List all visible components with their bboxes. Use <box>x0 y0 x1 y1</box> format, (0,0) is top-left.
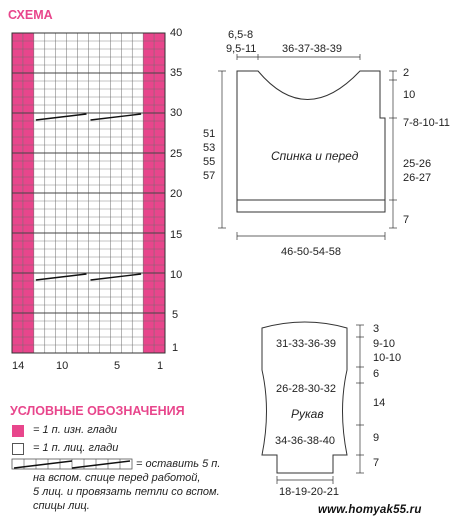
body-piece-title: Спинка и перед <box>271 149 359 163</box>
row-label-15: 15 <box>170 229 183 241</box>
body-left-1: 51 <box>203 128 216 140</box>
body-neck-width: 36-37-38-39 <box>282 43 342 55</box>
chart-heading: СХЕМА <box>8 8 53 22</box>
col-label-10: 10 <box>56 360 69 372</box>
row-label-20: 20 <box>170 188 183 200</box>
body-neck-depth: 6,5-8 <box>228 29 254 41</box>
row-label-35: 35 <box>170 67 183 79</box>
legend-cable-line3: 5 лиц. и провязать петли со вспом. <box>33 486 220 498</box>
sleeve-right-14: 14 <box>373 397 386 409</box>
sleeve-cuff-width: 18-19-20-21 <box>279 486 339 498</box>
sleeve-mid-width: 26-28-30-32 <box>276 383 336 395</box>
legend-knit-text: = 1 п. лиц. глади <box>33 442 119 454</box>
legend-cable-line1: = оставить 5 п. <box>136 458 221 470</box>
sleeve-right-6: 6 <box>373 368 380 380</box>
sleeve-right-9-10: 9-10 <box>373 338 396 350</box>
sleeve-lower-width: 34-36-38-40 <box>275 435 335 447</box>
sleeve-right-9: 9 <box>373 432 380 444</box>
legend-cable-line4: спицы лиц. <box>33 500 90 512</box>
legend-heading: УСЛОВНЫЕ ОБОЗНАЧЕНИЯ <box>10 404 185 418</box>
col-label-5: 5 <box>114 360 121 372</box>
body-right-side-1: 25-26 <box>403 158 432 170</box>
body-right-side-2: 26-27 <box>403 172 432 184</box>
row-label-5: 5 <box>172 309 179 321</box>
col-label-14: 14 <box>12 360 25 372</box>
col-label-1: 1 <box>157 360 164 372</box>
body-left-3: 55 <box>203 156 216 168</box>
legend-cable-line2: на вспом. спице перед работой, <box>33 472 201 484</box>
body-bottom-width: 46-50-54-58 <box>281 246 341 258</box>
body-left-2: 53 <box>203 142 216 154</box>
body-left-4: 57 <box>203 170 216 182</box>
row-label-1: 1 <box>172 342 179 354</box>
sleeve-right-3: 3 <box>373 323 380 335</box>
body-right-top: 2 <box>403 67 410 79</box>
sleeve-right-7: 7 <box>373 457 380 469</box>
body-right-rib: 7 <box>403 214 410 226</box>
body-right-neck: 10 <box>403 89 416 101</box>
row-label-40: 40 <box>170 27 183 39</box>
body-shoulder-width: 9,5-11 <box>226 43 257 55</box>
watermark: www.homyak55.ru <box>318 504 422 516</box>
sleeve-piece-title: Рукав <box>291 407 324 421</box>
sleeve-right-10-10: 10-10 <box>373 352 402 364</box>
row-label-25: 25 <box>170 148 183 160</box>
body-right-armhole: 7-8-10-11 <box>403 117 450 129</box>
legend-purl-text: = 1 п. изн. глади <box>33 424 118 436</box>
row-label-10: 10 <box>170 269 183 281</box>
sleeve-top-width: 31-33-36-39 <box>276 338 336 350</box>
row-label-30: 30 <box>170 107 183 119</box>
